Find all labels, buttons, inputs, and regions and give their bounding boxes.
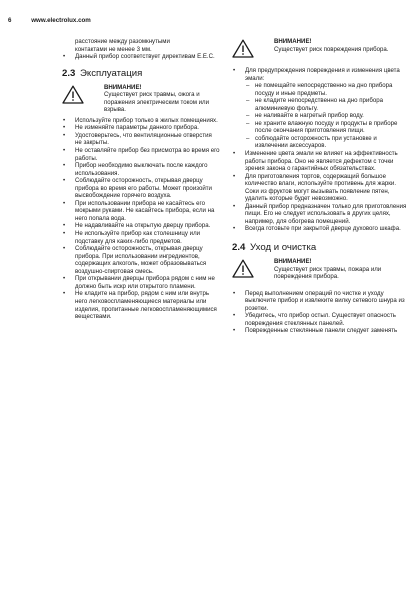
intro-line: расстояние между разомкнутыми xyxy=(75,38,170,45)
warning-triangle-icon xyxy=(232,38,268,58)
warning-block xyxy=(232,258,408,281)
section-title: Эксплуатация xyxy=(80,67,143,79)
list-item: • Не надавливайте на открытую дверцу прибора. xyxy=(62,222,220,230)
warning-title: ВНИМАНИЕ! xyxy=(274,38,312,45)
warning-block xyxy=(232,38,408,58)
enamel-list xyxy=(232,67,408,233)
section-title: Уход и очистка xyxy=(250,242,317,254)
list-item: • Не изменяйте параметры данного прибора. xyxy=(62,124,220,132)
warning-body: Существует риск травмы, пожара или повреждения прибора. xyxy=(274,265,382,281)
list-item: • Данный прибор предназначен только для приготовления пищи. Его не следует использовать в других целях, например, для обогрева помещений. xyxy=(232,203,408,226)
list-item: • При открывании дверцы прибора рядом с ним не должно быть искр или открытого пламени. xyxy=(62,275,220,290)
warning-body: Существует риск повреждения прибора. xyxy=(274,45,389,53)
list-item-text: Для предупреждения повреждения и изменения цвета эмали: xyxy=(245,67,400,82)
warning-title: ВНИМАНИЕ! xyxy=(274,258,312,266)
list-item: • Используйте прибор только в жилых помещениях. xyxy=(62,117,220,125)
list-item: • Убедитесь, что прибор остыл. Существует опасность повреждения стеклянных панелей. xyxy=(232,312,408,327)
site-url: www.electrolux.com xyxy=(31,17,91,24)
sub-list-item: – не помещайте непосредственно на дно прибора посуду и иные предметы. xyxy=(245,82,408,97)
list-item: • Изменение цвета эмали не влияет на эффективность работы прибора. Оно не является дефектом с точки зрения закона о гарантийных обязательствах. xyxy=(232,150,408,173)
sub-list-item: – соблюдайте осторожность при установке и извлечении аксессуаров. xyxy=(245,135,408,150)
list-item: • При использовании прибора не касайтесь его мокрыми руками. Не касайтесь прибора, если на него попала вода. xyxy=(62,200,220,223)
list-item: • Соблюдайте осторожность, открывая дверцу прибора. При использовании ингредиентов, содержащих алкоголь, может образовываться воздушно-спиртовая смесь. xyxy=(62,245,220,275)
section-number: 2.4 xyxy=(232,242,246,254)
warning-triangle-icon xyxy=(62,84,98,114)
intro-line: контактами не менее 3 мм. xyxy=(75,45,152,53)
list-item: • Перед выполнением операций по чистке и уходу выключите прибор и извлеките вилку сетевого шнура из розетки. xyxy=(232,290,408,313)
list-item: • Всегда готовьте при закрытой дверце духового шкафа. xyxy=(232,225,408,233)
section-number: 2.3 xyxy=(62,67,76,79)
page-header xyxy=(8,17,91,24)
list-item: • Прибор необходимо выключать после каждого использования. xyxy=(62,162,220,177)
sub-list xyxy=(245,82,408,150)
list-item: • Данный прибор соответствует директивам E.E.C. xyxy=(62,53,220,61)
usage-list xyxy=(62,117,220,321)
warning-text xyxy=(268,38,408,58)
left-column xyxy=(62,38,220,321)
warning-triangle-icon xyxy=(232,258,268,281)
list-item: • Удостоверьтесь, что вентиляционные отверстия не закрыты. xyxy=(62,132,220,147)
list-item: • Соблюдайте осторожность, открывая дверцу прибора во время его работы. Может произойти высвобождение горячего воздуха. xyxy=(62,177,220,200)
sub-list-item: – не кладите непосредственно на дно прибора алюминиевую фольгу. xyxy=(245,97,408,112)
intro-continuation xyxy=(62,38,220,53)
intro-list xyxy=(62,53,220,61)
list-item: • Для приготовления тортов, содержащий большое количество влаги, используйте противень для жарки. Соки из фруктов могут вызывать появление пятен, удалить которые будет невозможно. xyxy=(232,173,408,203)
section-heading-usage xyxy=(62,68,220,80)
warning-body: Существует риск травмы, ожога и поражения электрическим током или взрыва. xyxy=(104,91,209,114)
section-heading-care xyxy=(232,242,408,254)
list-item: • Не кладите на прибор, рядом с ним или внутрь него легковоспламеняющиеся материалы или изделия, пропитанные легковоспламеняющимися веществами. xyxy=(62,290,220,320)
sub-list-item: – не храните влажную посуду и продукты в приборе после окончания приготовления пищи. xyxy=(245,120,408,135)
list-item: • Поврежденные стеклянные панели следует заменять xyxy=(232,327,408,335)
list-item: • Не оставляйте прибор без присмотра во время его работы. xyxy=(62,147,220,162)
list-item: • Не используйте прибор как столешницу или подставку для каких-либо предметов. xyxy=(62,230,220,245)
warning-title: ВНИМАНИЕ! xyxy=(104,83,142,91)
right-column xyxy=(232,38,408,335)
warning-text xyxy=(98,84,220,114)
page-number: 6 xyxy=(8,17,12,24)
sub-list-item: – не наливайте в нагретый прибор воду. xyxy=(245,112,408,120)
warning-block xyxy=(62,84,220,114)
care-list xyxy=(232,290,408,335)
warning-text xyxy=(268,258,408,281)
list-item xyxy=(232,67,408,150)
